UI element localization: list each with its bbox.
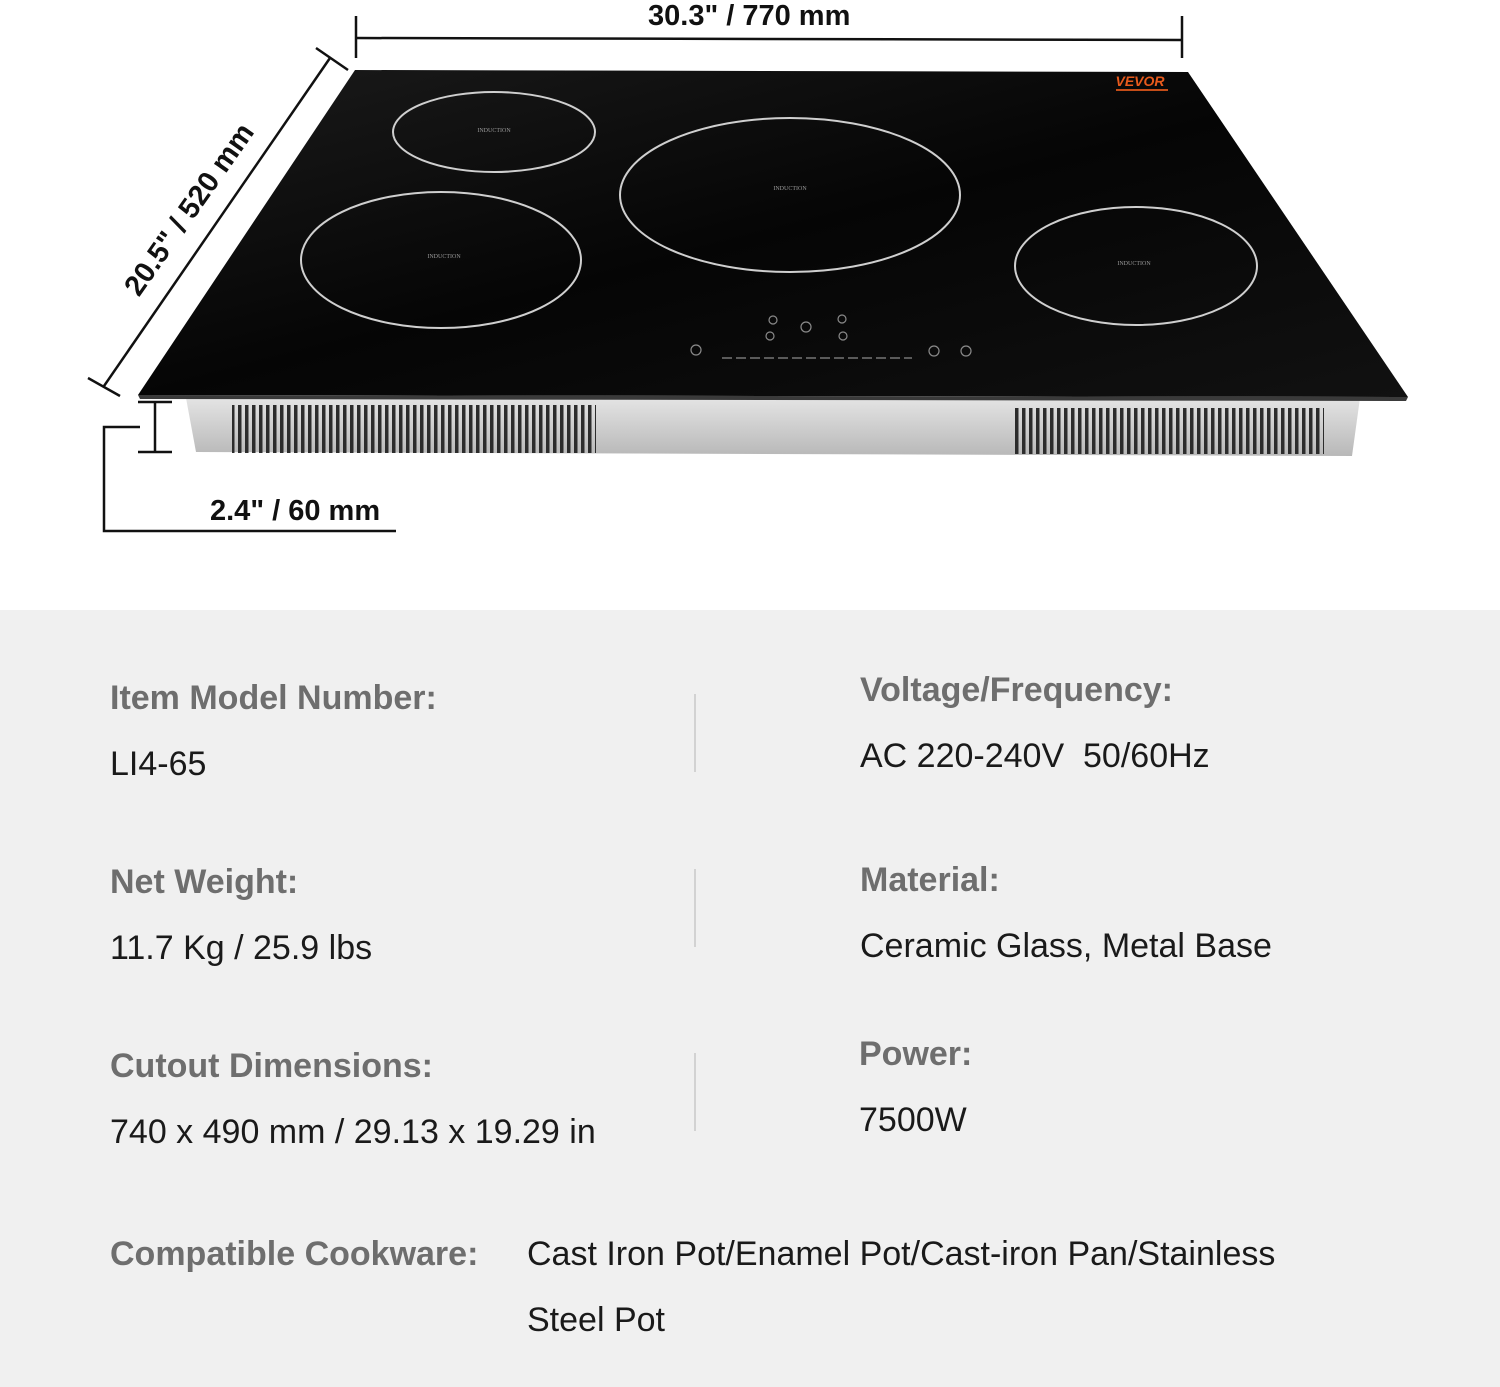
width-dimension-label: 30.3" / 770 mm bbox=[648, 0, 851, 32]
compatible-cookware-value-line2: Steel Pot bbox=[527, 1301, 665, 1339]
brand-logo: VEVOR bbox=[1115, 73, 1165, 89]
vent-grille-left bbox=[232, 405, 596, 453]
net-weight-label: Net Weight: bbox=[110, 863, 299, 901]
zone-label: INDUCTION bbox=[427, 254, 461, 260]
column-divider bbox=[694, 869, 696, 947]
net-weight-value: 11.7 Kg / 25.9 lbs bbox=[110, 929, 373, 967]
compatible-cookware-label: Compatible Cookware: bbox=[110, 1235, 479, 1273]
compatible-cookware-value-line1: Cast Iron Pot/Enamel Pot/Cast-iron Pan/Stainless bbox=[527, 1235, 1276, 1273]
power-value: 7500W bbox=[859, 1101, 967, 1139]
zone-label: INDUCTION bbox=[1117, 261, 1151, 267]
column-divider bbox=[694, 694, 696, 772]
product-dimension-diagram bbox=[0, 0, 1500, 610]
voltage-frequency-label: Voltage/Frequency: bbox=[860, 671, 1173, 709]
cutout-dimensions-label: Cutout Dimensions: bbox=[110, 1047, 433, 1085]
voltage-frequency-value: AC 220-240V 50/60Hz bbox=[860, 737, 1210, 775]
height-dimension-label: 2.4" / 60 mm bbox=[210, 495, 381, 527]
cutout-dimensions-value: 740 x 490 mm / 29.13 x 19.29 in bbox=[110, 1113, 596, 1151]
vent-grille-right bbox=[1012, 408, 1324, 454]
brand-tagline-mark bbox=[1116, 89, 1168, 91]
depth-dimension-label: 20.5" / 520 mm bbox=[118, 117, 261, 302]
zone-label: INDUCTION bbox=[477, 128, 511, 134]
zone-label: INDUCTION bbox=[773, 186, 807, 192]
material-value: Ceramic Glass, Metal Base bbox=[860, 927, 1272, 965]
specifications-panel bbox=[0, 610, 1500, 1387]
material-label: Material: bbox=[860, 861, 1000, 899]
column-divider bbox=[694, 1053, 696, 1131]
power-label: Power: bbox=[859, 1035, 973, 1073]
model-number-value: LI4-65 bbox=[110, 745, 207, 783]
model-number-label: Item Model Number: bbox=[110, 679, 437, 717]
